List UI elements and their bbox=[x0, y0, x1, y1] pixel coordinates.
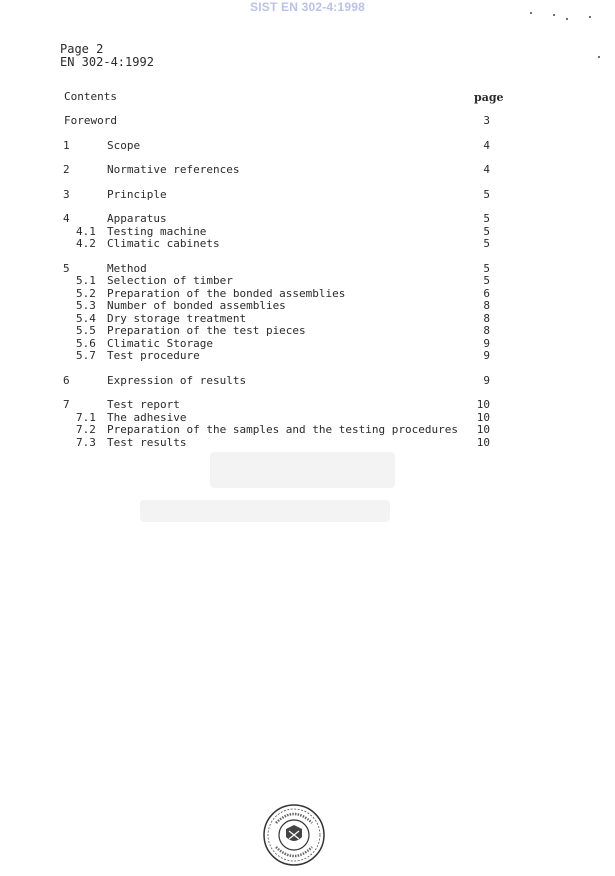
toc-entry-page: 5 bbox=[483, 274, 490, 287]
page-column-heading: page bbox=[474, 91, 504, 104]
toc-entry-title: Climatic Storage bbox=[107, 336, 213, 350]
toc-entry-page: 5 bbox=[483, 224, 490, 238]
toc-entry bbox=[0, 163, 615, 176]
official-seal-icon bbox=[262, 803, 326, 867]
toc-entry-page: 3 bbox=[483, 114, 490, 127]
toc-entry-number: 4.2 bbox=[76, 237, 96, 250]
toc-entry-page: 5 bbox=[483, 261, 490, 275]
toc-entry bbox=[0, 212, 615, 225]
toc-entry-title: Foreword bbox=[64, 114, 117, 127]
toc-entry bbox=[0, 299, 615, 312]
toc-entry bbox=[0, 436, 615, 449]
toc-entry-title: Climatic cabinets bbox=[107, 237, 220, 250]
toc-entry-number: 6 bbox=[63, 373, 70, 387]
contents-heading: Contents bbox=[64, 90, 117, 103]
page-header bbox=[60, 43, 154, 69]
toc-entry-title: Dry storage treatment bbox=[107, 311, 247, 325]
toc-entry bbox=[0, 139, 615, 152]
page-number: Page 2 bbox=[60, 42, 104, 56]
toc-entry-page: 5 bbox=[483, 212, 490, 225]
toc-entry bbox=[0, 411, 615, 424]
toc-entry-title: Normative references bbox=[107, 163, 240, 176]
toc-entry bbox=[0, 262, 615, 275]
toc-entry-title: Scope bbox=[107, 138, 141, 152]
toc-entry-page: 5 bbox=[483, 237, 490, 250]
toc-entry bbox=[0, 225, 615, 238]
toc-entry-page: 4 bbox=[483, 138, 490, 152]
toc-entry-title: Number of bonded assemblies bbox=[107, 299, 286, 312]
scan-speck bbox=[553, 14, 555, 16]
toc-entry-page: 8 bbox=[483, 311, 490, 325]
toc-entry-number: 7.3 bbox=[76, 435, 96, 449]
toc-entry-number: 5.7 bbox=[76, 349, 96, 362]
toc-entry bbox=[0, 312, 615, 325]
toc-entry-number: 7.1 bbox=[76, 410, 96, 424]
toc-entry-page: 9 bbox=[483, 336, 490, 350]
scan-speck bbox=[530, 12, 532, 14]
toc-entry-number: 4 bbox=[63, 212, 70, 225]
toc-entry-number: 5.1 bbox=[76, 274, 96, 287]
toc-entry-title: Test results bbox=[107, 435, 187, 449]
toc-entry-number: 2 bbox=[63, 163, 70, 176]
toc-entry bbox=[0, 324, 615, 337]
toc-entry-number: 5.4 bbox=[76, 311, 96, 325]
toc-entry bbox=[0, 274, 615, 287]
toc-entry-number: 5.3 bbox=[76, 299, 96, 312]
scan-speck bbox=[598, 56, 600, 58]
toc-entry-title: Testing machine bbox=[107, 224, 207, 238]
scan-speck bbox=[566, 18, 568, 20]
toc-entry-title: Test report bbox=[107, 398, 180, 411]
toc-entry-title: Apparatus bbox=[107, 212, 167, 225]
toc-entry bbox=[0, 337, 615, 350]
toc-entry-number: 5.6 bbox=[76, 336, 96, 350]
toc-entry bbox=[0, 114, 615, 127]
toc-entry-page: 6 bbox=[483, 286, 490, 300]
toc-entry-number: 7 bbox=[63, 398, 70, 411]
toc-entry bbox=[0, 188, 615, 201]
toc-entry-number: 7.2 bbox=[76, 423, 96, 436]
toc-entry bbox=[0, 349, 615, 362]
toc-entry-page: 10 bbox=[476, 410, 490, 424]
scan-speck bbox=[589, 16, 591, 18]
toc-entry bbox=[0, 374, 615, 387]
toc-entry-title: Preparation of the samples and the testing procedures bbox=[107, 423, 458, 436]
toc-entry bbox=[0, 237, 615, 250]
toc-entry-page: 10 bbox=[476, 423, 490, 436]
toc-entry-page: 10 bbox=[476, 398, 490, 411]
toc-entry-number: 5.5 bbox=[76, 324, 96, 337]
toc-entry-number: 1 bbox=[63, 138, 70, 152]
toc-entry-title: Selection of timber bbox=[107, 274, 233, 287]
toc-entry-page: 8 bbox=[483, 324, 490, 337]
toc-entry bbox=[0, 398, 615, 411]
toc-entry-title: Preparation of the bonded assemblies bbox=[107, 286, 346, 300]
toc-entry-number: 3 bbox=[63, 187, 70, 201]
toc-entry-title: Method bbox=[107, 261, 147, 275]
toc-entry-title: Expression of results bbox=[107, 373, 247, 387]
toc-entry bbox=[0, 287, 615, 300]
toc-entry-page: 4 bbox=[483, 163, 490, 176]
toc-entry-page: 9 bbox=[483, 373, 490, 387]
watermark: SIST EN 302-4:1998 bbox=[250, 0, 365, 14]
toc-entry bbox=[0, 423, 615, 436]
toc-entry-title: Preparation of the test pieces bbox=[107, 324, 306, 337]
toc-entry-title: Test procedure bbox=[107, 349, 200, 362]
toc-entry-number: 5.2 bbox=[76, 286, 96, 300]
toc-entry-title: The adhesive bbox=[107, 410, 187, 424]
toc-entry-page: 8 bbox=[483, 299, 490, 312]
toc-entry-page: 10 bbox=[476, 435, 490, 449]
standard-code: EN 302-4:1992 bbox=[60, 55, 154, 69]
toc-entry-number: 4.1 bbox=[76, 224, 96, 238]
toc-entry-page: 5 bbox=[483, 187, 490, 201]
toc-entry-number: 5 bbox=[63, 261, 70, 275]
toc-entry-title: Principle bbox=[107, 187, 167, 201]
bleed-through-smudge bbox=[210, 452, 395, 488]
toc-entry-page: 9 bbox=[483, 349, 490, 362]
bleed-through-smudge bbox=[140, 500, 390, 522]
